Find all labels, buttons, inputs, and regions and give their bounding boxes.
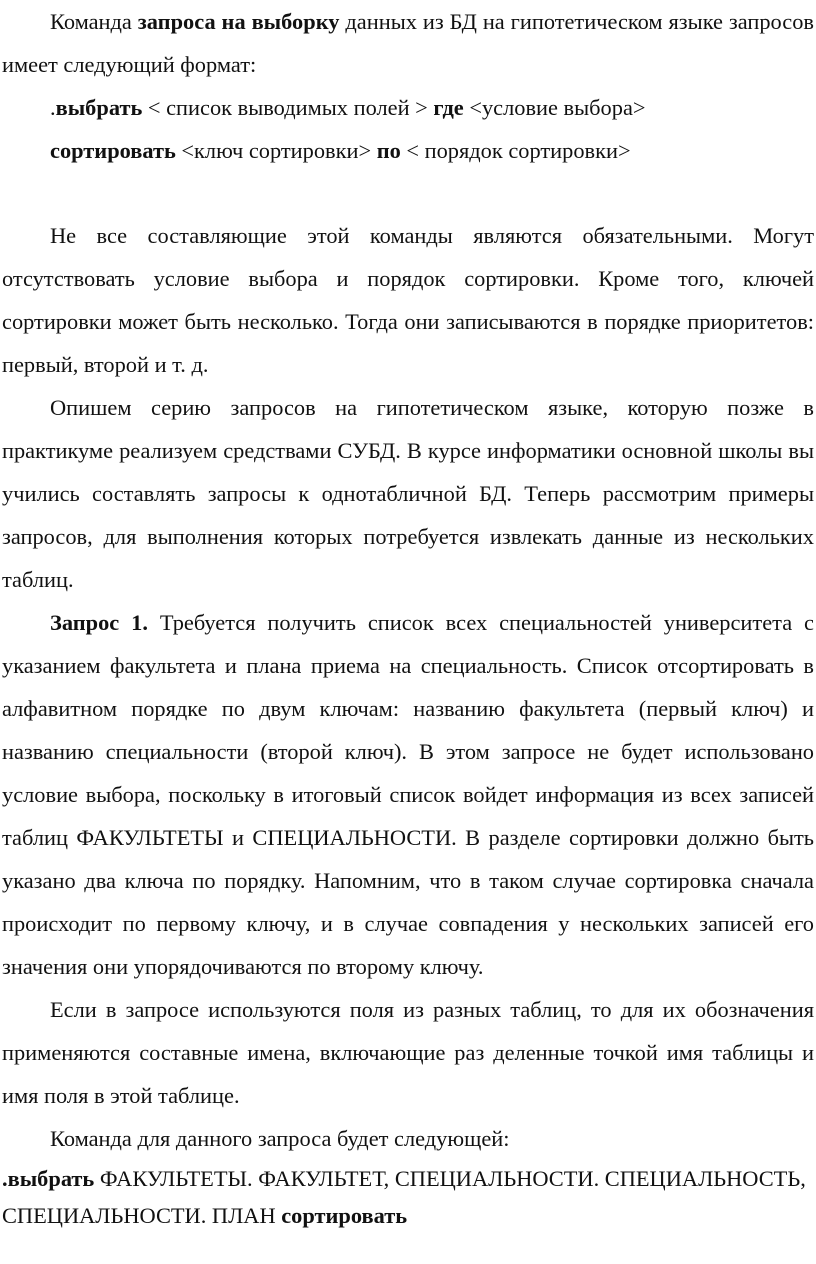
text: . [50,95,56,120]
bold-term: запроса на выборку [137,9,340,34]
text: < порядок сортировки> [400,138,631,163]
format-line-sort [2,129,814,172]
text: Команда [50,9,138,34]
paragraph-compound-names: Если в запросе используются поля из разных таблиц, то для их обозначения применяются составные имена, включающие раз деленные точкой имя таблицы и имя поля в этой таблице. [2,997,814,1108]
text: < список выводимых полей > [142,95,434,120]
query-1-label: Запрос 1. [50,610,148,635]
keyword-by: по [376,138,401,163]
text: <условие выбора> [463,95,646,120]
text: данных из БД на гипотетическом языке запросов имеет следующий формат: [2,9,814,77]
keyword-select: .выбрать [2,1166,95,1191]
paragraph-query-intro [2,0,814,86]
paragraph-query-1 [2,601,814,988]
paragraph-query-series: Опишем серию запросов на гипотетическом языке, которую позже в практикуме реализуем средствами СУБД. В курсе информатики основной школы вы учились составлять запросы к однотабличной БД. Теперь рассмотрим примеры запросов, для выполнения которых потребуется извлекать данные из нескольких таблиц. [2,395,814,592]
keyword-sort: сортировать [50,138,176,163]
keyword-where: где [433,95,464,120]
keyword-sort: сортировать [281,1203,408,1228]
command-fields: ФАКУЛЬТЕТЫ. ФАКУЛЬТЕТ, СПЕЦИАЛЬНОСТИ. СПЕЦИАЛЬНОСТЬ, СПЕЦИАЛЬНОСТИ. ПЛАН [2,1166,806,1228]
format-line-select [2,86,814,129]
text: <ключ сортировки> [175,138,377,163]
command-text [2,1160,814,1234]
paragraph-command-intro: Команда для данного запроса будет следующей: [50,1126,510,1151]
paragraph-optional-parts: Не все составляющие этой команды являются обязательными. Могут отсутствовать условие выбора и порядок сортировки. Кроме того, ключей сортировки может быть несколько. Тогда они записываются в порядке приоритетов: первый, второй и т. д. [2,223,814,377]
spacer [2,172,814,214]
keyword-select: выбрать [55,95,143,120]
text: Требуется получить список всех специальностей университета с указанием факультета и плана приема на специальность. Список отсортировать в алфавитном порядке по двум ключам: названию факультета (первый ключ) и названию специальности (второй ключ). В этом запросе не будет использовано условие выбора, поскольку в итоговый список войдет информация из всех записей таблиц ФАКУЛЬТЕТЫ и СПЕЦИАЛЬНОСТИ. В разделе сортировки должно быть указано два ключа по порядку. Напомним, что в таком случае сортировка сначала происходит по первому ключу, и в случае совпадения у нескольких записей его значения они упорядочиваются по второму ключу. [2,610,814,979]
